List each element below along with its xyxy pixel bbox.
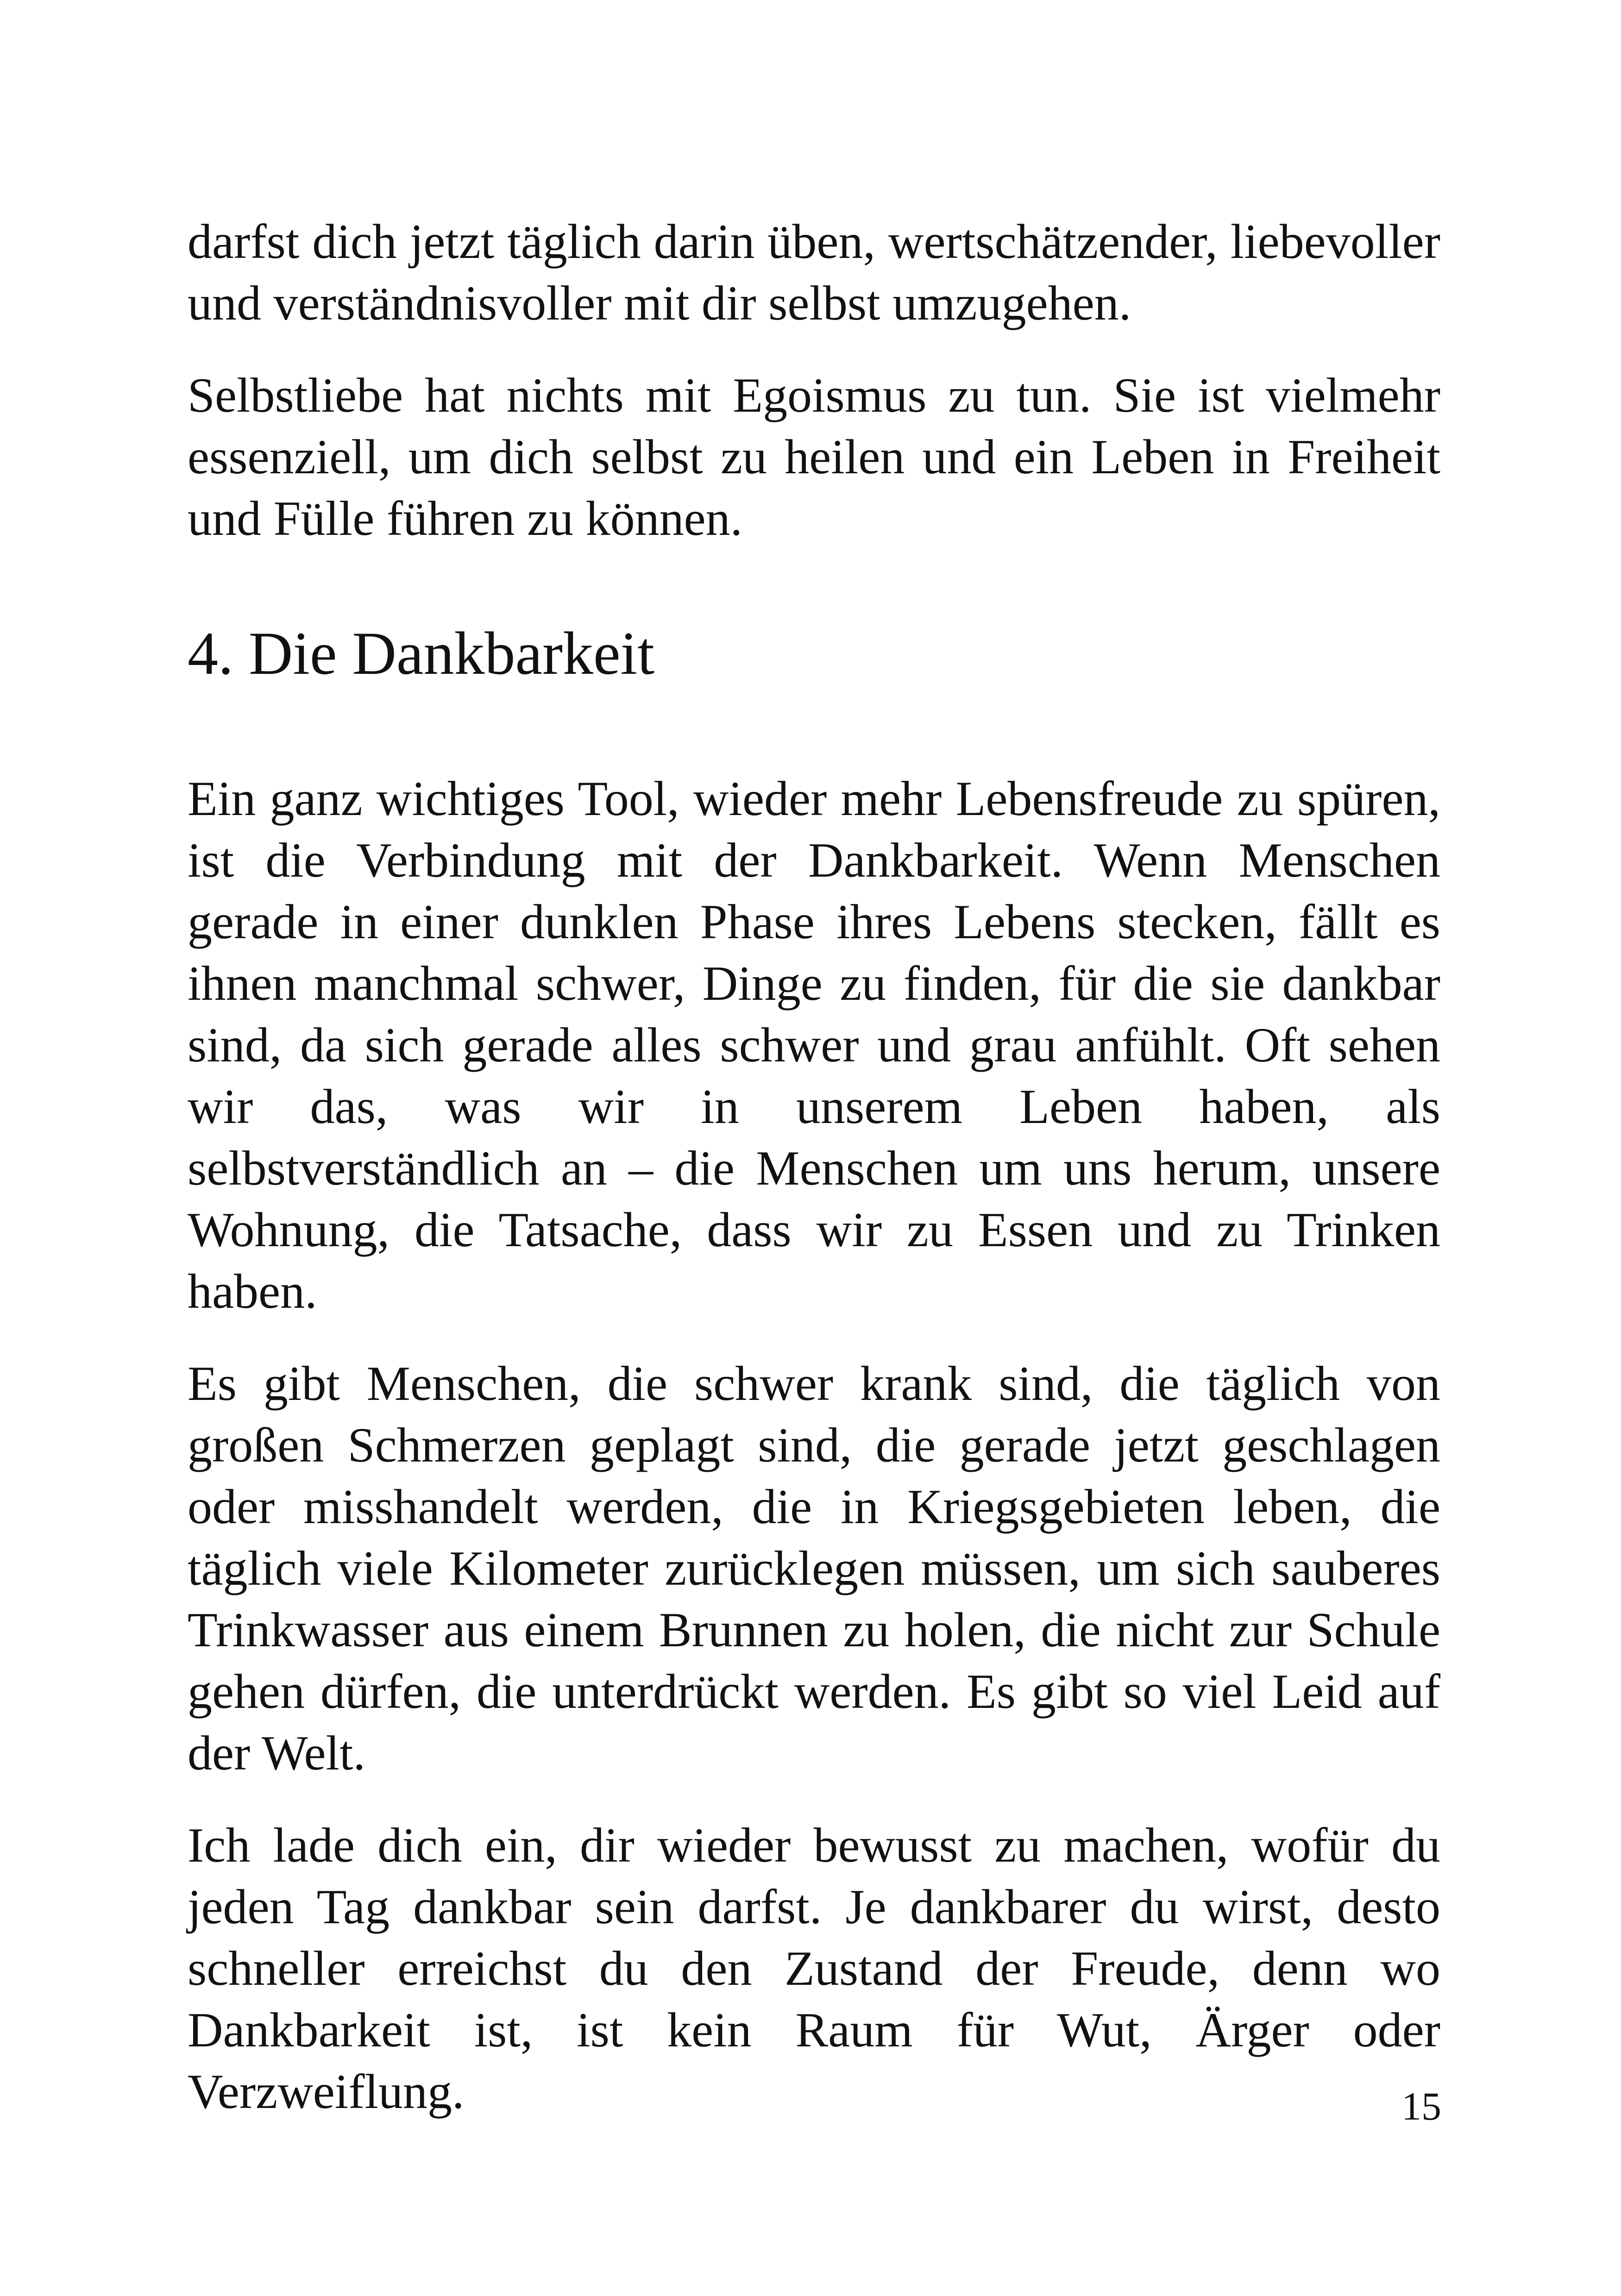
page-body — [188, 211, 1440, 2153]
section-heading: 4. Die Dankbarkeit — [188, 619, 654, 687]
paragraph-self-love: Selbstliebe hat nichts mit Egoismus zu tun. Sie ist vielmehr essenziell, um dich selbst zu heilen und ein Leben in Freiheit und Fülle führen zu können. — [188, 368, 1440, 546]
page-number: 15 — [1401, 2084, 1441, 2128]
paragraph-gratitude-tool: Ein ganz wichtiges Tool, wieder mehr Lebensfreude zu spüren, ist die Verbindung mit der Dankbarkeit. Wenn Menschen gerade in einer dunklen Phase ihres Lebens stecken, fällt es ihnen manchmal schwer, Dinge zu finden, für die sie dankbar sind, da sich gerade alles schwer und grau anfühlt. Oft sehen wir das, was wir in unserem Leben haben, als selbstverständlich an – die Menschen um uns herum, unsere Wohnung, die Tatsache, dass wir zu Essen und zu Trinken haben. — [188, 772, 1440, 1318]
paragraph-suffering-examples: Es gibt Menschen, die schwer krank sind, die täglich von großen Schmerzen geplagt sind, die gerade jetzt geschlagen oder misshandelt werden, die in Kriegsgebieten leben, die täglich viele Kilometer zurücklegen müssen, um sich sauberes Trinkwasser aus einem Brunnen zu holen, die nicht zur Schule gehen dürfen, die unterdrückt werden. Es gibt so viel Leid auf der Welt. — [188, 1356, 1440, 1780]
paragraph-invitation: Ich lade dich ein, dir wieder bewusst zu machen, wofür du jeden Tag dankbar sein darfst. Je dankbarer du wirst, desto schneller erreichst du den Zustand der Freude, denn wo Dankbarkeit ist, ist kein Raum für Wut, Ärger oder Verzweiflung. — [188, 1818, 1440, 2119]
paragraph-self-care-practice: darfst dich jetzt täglich darin üben, wertschätzender, liebevoller und verständnisvoller mit dir selbst umzugehen. — [188, 214, 1440, 330]
